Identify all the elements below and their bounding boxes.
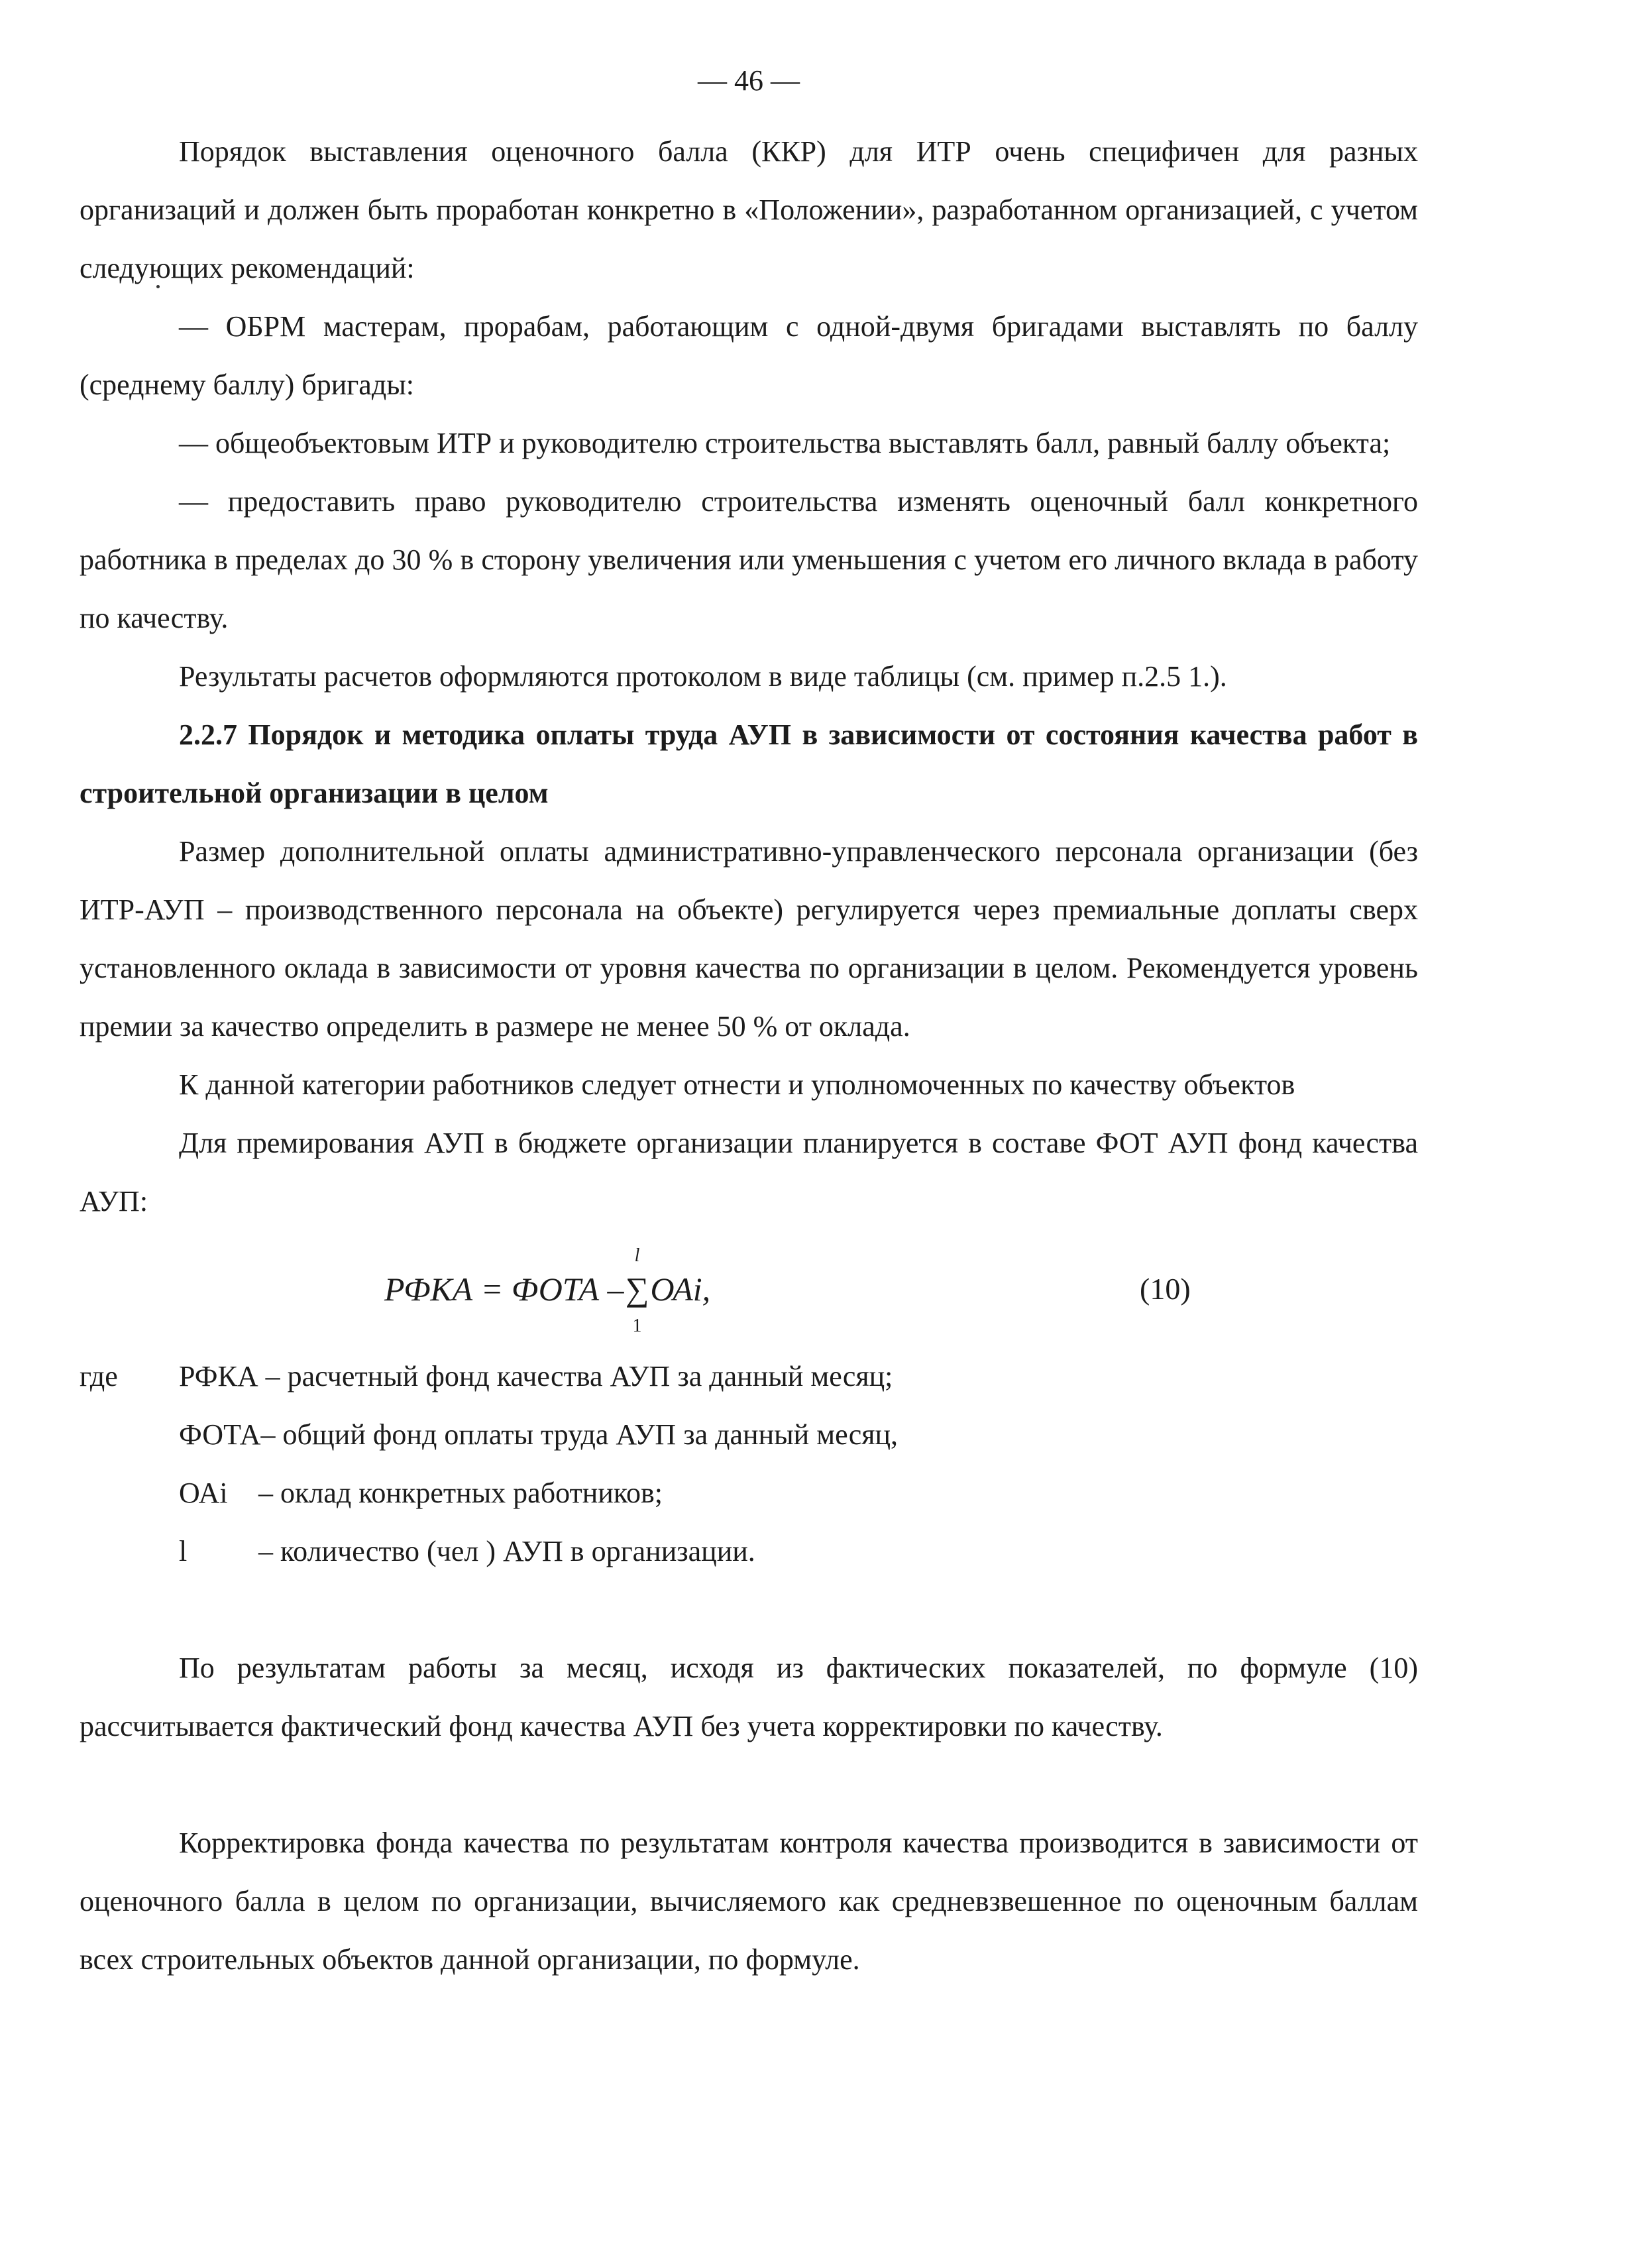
sum-lower-limit: 1 [632, 1316, 642, 1336]
definition-text: ФОТА– общий фонд оплаты труда АУП за данный месяц, [179, 1418, 899, 1451]
equation-number: (10) [1140, 1272, 1191, 1306]
sum-upper-limit: l [634, 1245, 640, 1266]
page-number: — 46 — [698, 64, 800, 97]
definition-text: – количество (чел ) АУП в организации. [258, 1535, 755, 1567]
list-item: — предоставить право руководителю строительства изменять оценочный балл конкретного работника в пределах до 30 % в сторону увеличения или уменьшения с учетом его личного вклада в работу по качеству. [80, 485, 1418, 634]
paragraph: Корректировка фонда качества по результатам контроля качества производится в зависимости от оценочного балла в целом по организации, вычисляемого как средневзвешенное по оценочным баллам всех строительных объектов данной организации, по формуле. [80, 1827, 1418, 1976]
paragraph: Для премирования АУП в бюджете организации планируется в составе ФОТ АУП фонд качества АУП: [80, 1127, 1418, 1218]
definitions [80, 1347, 1418, 1581]
list-item: — общеобъектовым ИТР и руководителю строительства выставлять балл, равный баллу объекта; [179, 427, 1391, 459]
definition-symbol: l [179, 1535, 188, 1567]
definition-row [80, 1464, 1418, 1522]
spacer [80, 1581, 1418, 1639]
list-item: — ОБРМ мастерам, прорабам, работающим с одной-двумя бригадами выставлять по баллу (среднему баллу) бригады: [80, 310, 1418, 401]
formula-lhs: РФКА = ФОТА – [384, 1271, 624, 1308]
paragraph: К данной категории работников следует отнести и уполномоченных по качеству объектов [179, 1068, 1295, 1101]
paragraph: Порядок выставления оценочного балла (ККР) для ИТР очень специфичен для разных организаций и должен быть проработан конкретно в «Положении», разработанном организацией, с учетом следующих рекомендаций: [80, 135, 1418, 284]
sum-operator [624, 1245, 651, 1336]
definition-text: – оклад конкретных работников; [258, 1477, 663, 1509]
paragraph: Результаты расчетов оформляются протоколом в виде таблицы (см. пример п.2.5 1.). [179, 660, 1227, 693]
paragraph: По результатам работы за месяц, исходя из фактических показателей, по формуле (10) рассчитывается фактический фонд качества АУП без учета корректировки по качеству. [80, 1652, 1418, 1742]
definition-symbol: ОАi [179, 1477, 228, 1509]
sum-symbol: ∑ [625, 1271, 649, 1308]
section-heading: 2.2.7 Порядок и методика оплаты труда АУП в зависимости от состояния качества работ в строительной организации в целом [80, 718, 1418, 809]
definition-row [80, 1522, 1418, 1581]
spacer [80, 1756, 1418, 1814]
definition-text: РФКА – расчетный фонд качества АУП за данный месяц; [179, 1360, 893, 1392]
definition-row [80, 1347, 1418, 1406]
formula [384, 1245, 711, 1336]
formula-block [80, 1231, 1418, 1347]
definition-row [80, 1406, 1418, 1464]
where-label: где [80, 1360, 118, 1392]
body-text [80, 123, 1418, 1989]
formula-term: ОАi, [650, 1271, 711, 1308]
paragraph: Размер дополнительной оплаты административно-управленческого персонала организации (без ИТР-АУП – производственного персонала на объекте) регулируется через премиальные доплаты сверх установленного оклада в зависимости от уровня качества по организации в целом. Рекомендуется уровень премии за качество определить в размере не менее 50 % от оклада. [80, 835, 1418, 1043]
